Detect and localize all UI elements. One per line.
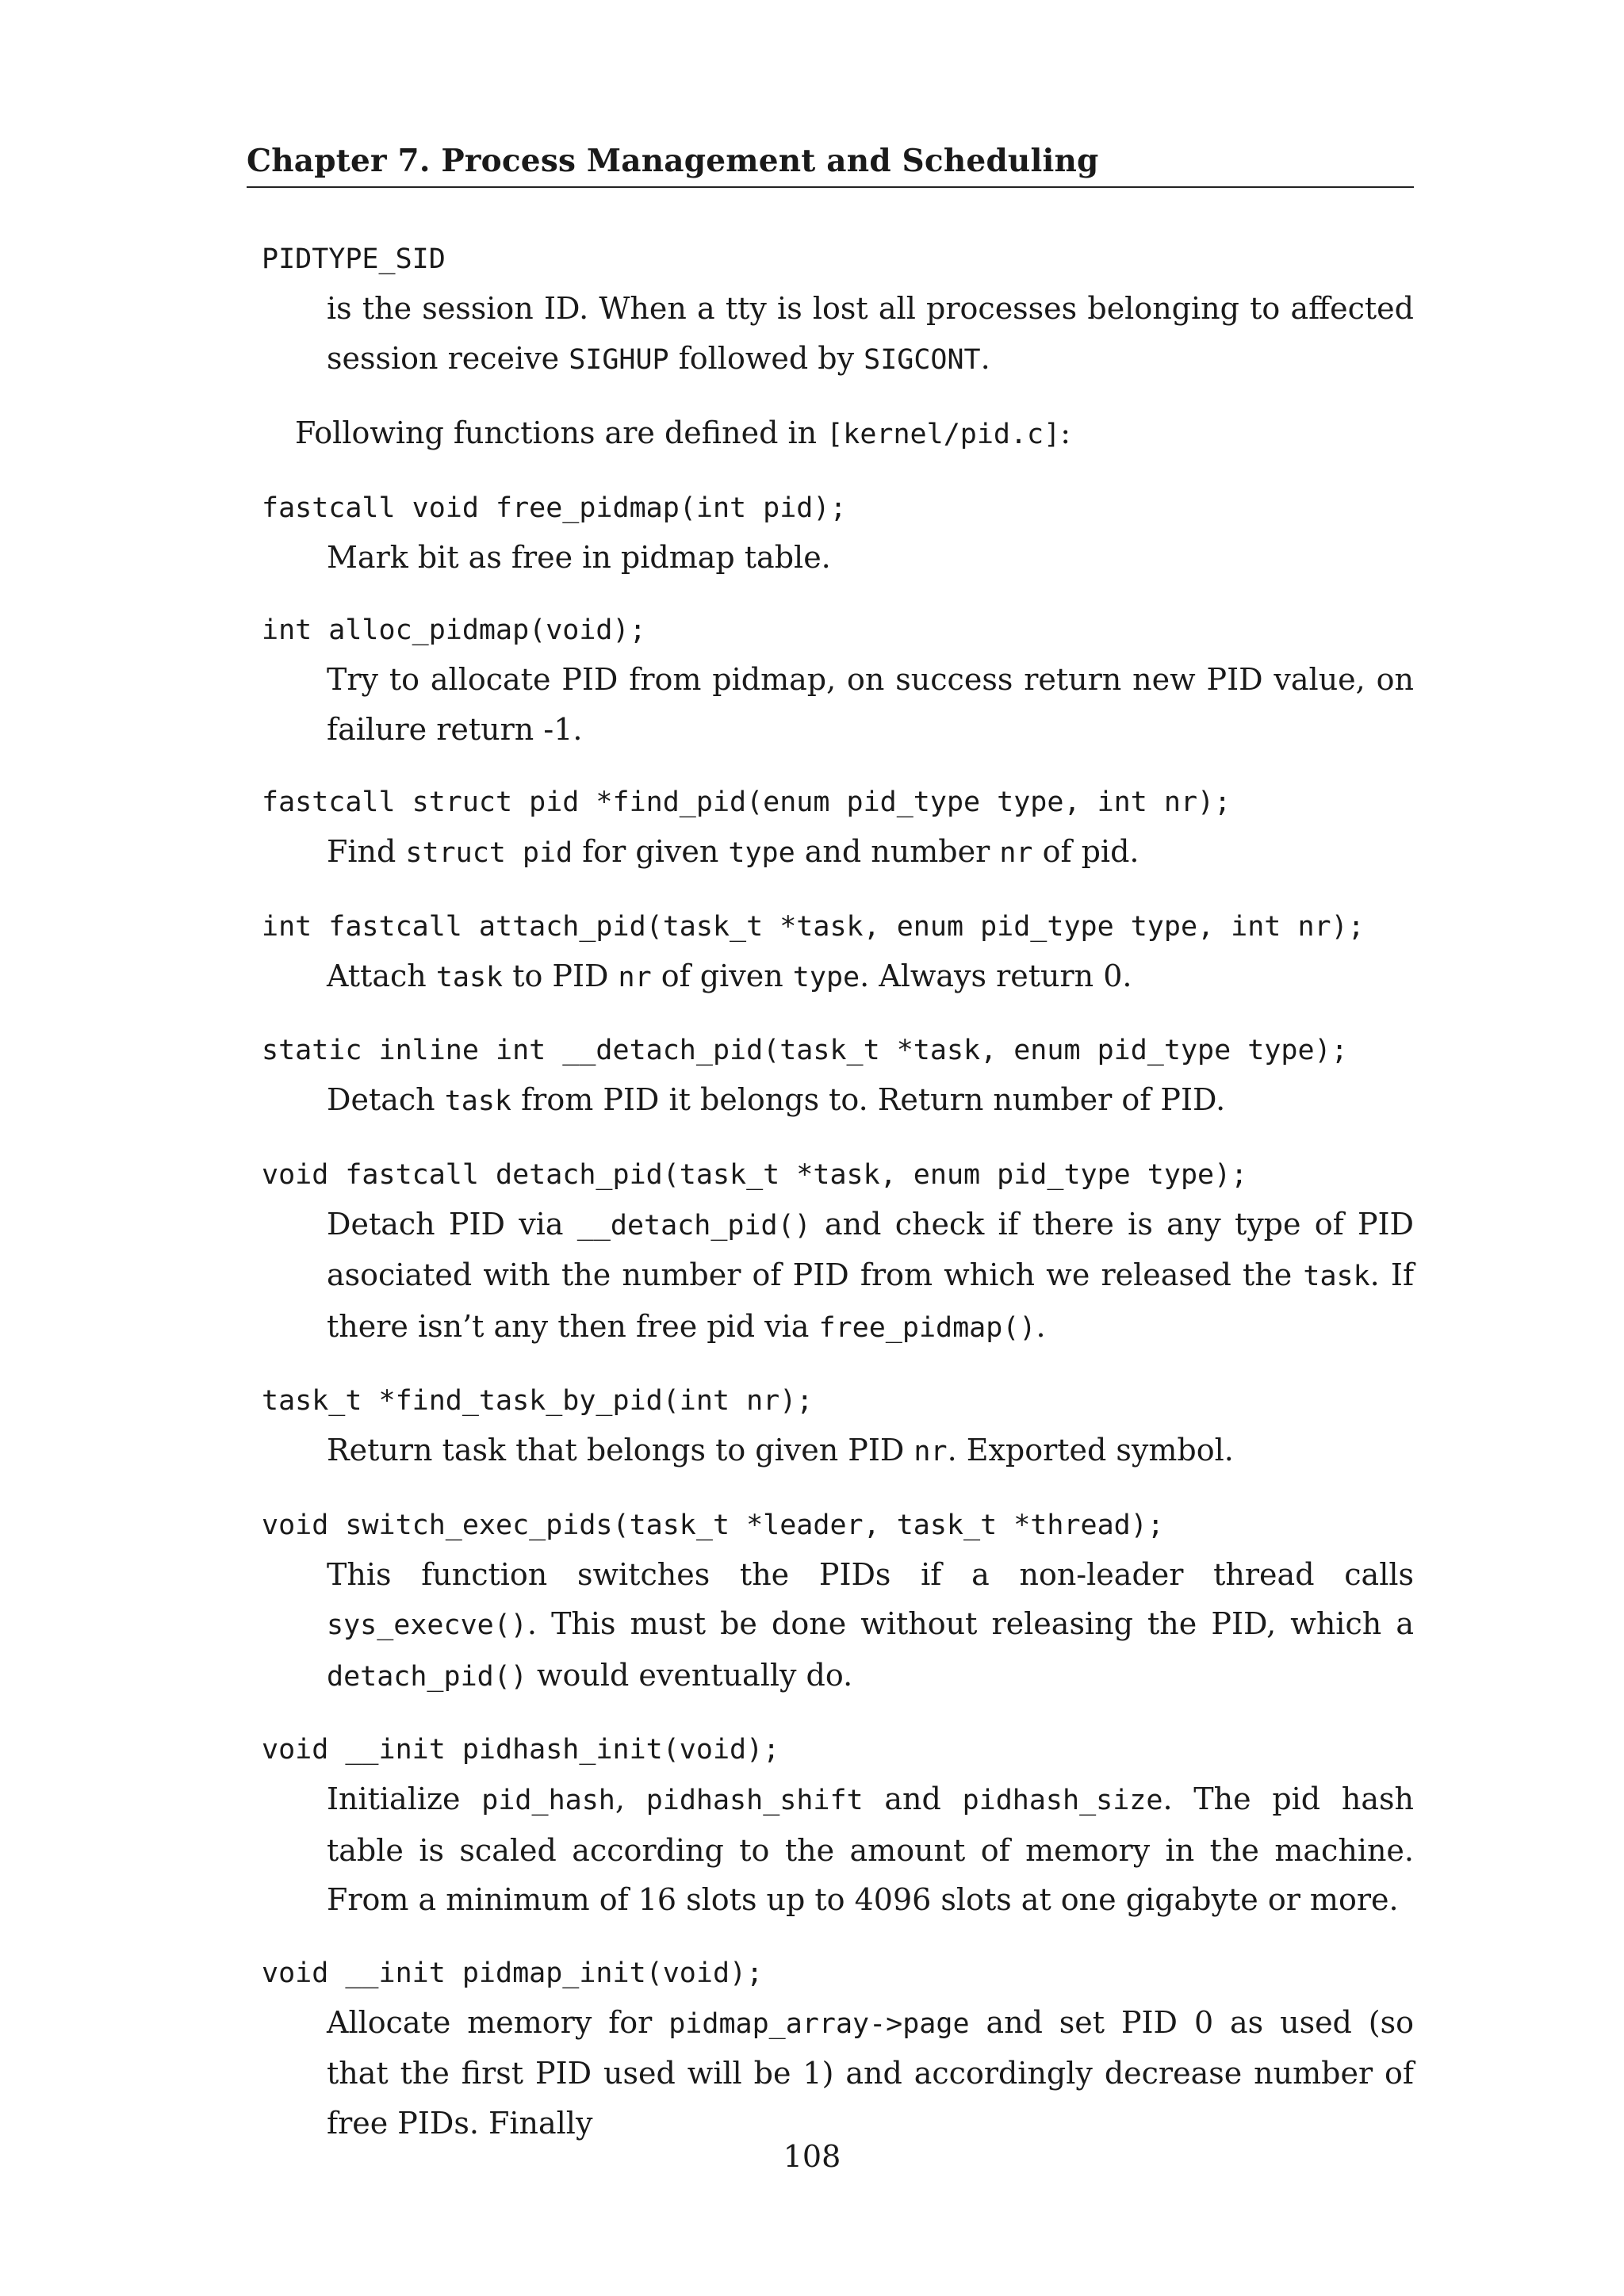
description-text: Detach PID via [327,1206,577,1242]
code-text: SIGCONT [864,343,981,376]
inline-code: sys_execve() [327,1609,527,1641]
description-text: of given [651,958,793,993]
description-text: This function switches the PIDs if a non-leader thread calls [327,1556,1414,1592]
function-entry [262,1725,1414,1925]
description-text: from PID it belongs to. Return number of PID. [511,1082,1226,1117]
description-text: for given [573,834,729,869]
definition-description [327,284,1414,385]
inline-code: nr [999,837,1033,869]
function-description [327,1200,1414,1353]
function-signature: void switch_exec_pids(task_t *leader, task_t *thread); [262,1509,1164,1541]
desc-text: followed by [668,340,864,376]
description-text: Detach [327,1082,445,1117]
inline-code: detach_pid() [327,1660,527,1693]
function-entry [262,902,1414,1003]
function-signature: fastcall void free_pidmap(int pid); [262,492,847,524]
function-description [327,827,1414,878]
function-entry [262,606,1414,754]
inline-code: pid_hash [481,1785,615,1816]
inline-code: pidmap_array->page [668,2007,970,2040]
desc-text: is the session ID. When a tty is lost all processes belonging to affected session receive [327,291,1414,376]
description-text: . This must be done without releasing the PID, which a [527,1606,1414,1641]
function-description [327,951,1414,1003]
description-text: Attach [327,958,436,993]
description-text: Find [327,834,406,869]
description-text: and check if there is any type of PID asociated with the number of PID from which we released the [327,1206,1414,1292]
function-signature: fastcall struct pid *find_pid(enum pid_type type, int nr); [262,786,1231,818]
para-text: Following functions are defined in [295,415,827,450]
inline-code: task [1303,1261,1370,1292]
description-text: Mark bit as free in pidmap table. [327,539,831,575]
function-description [327,1075,1414,1127]
function-entry [262,1949,1414,2149]
inline-code: nr [618,961,652,993]
function-signature: void __init pidhash_init(void); [262,1734,780,1766]
description-text: . The pid hash table is scaled according to the amount of memory in the machine. From a minimum of 16 slots up to 4096 slots at one gigabyte or more. [327,1781,1414,1917]
para-text: : [1060,415,1071,450]
function-signature: task_t *find_task_by_pid(int nr); [262,1385,814,1417]
function-signature: void fastcall detach_pid(task_t *task, enum pid_type type); [262,1158,1248,1191]
page-number: 108 [783,2139,841,2174]
description-text: would eventually do. [527,1657,853,1693]
function-signature: int alloc_pidmap(void); [262,614,646,646]
description-text: to PID [503,958,619,993]
description-text: of pid. [1032,834,1139,869]
inline-code: pidhash_size [962,1785,1163,1816]
description-text: , [615,1781,646,1816]
inline-code: nr [914,1436,948,1468]
description-text: . Exported symbol. [947,1433,1234,1468]
code-text: SIGHUP [569,343,669,376]
description-text: Allocate memory for [327,2004,669,2040]
description-text: Return task that belongs to given PID [327,1433,914,1468]
function-signature: int fastcall attach_pid(task_t *task, enum pid_type type, int nr); [262,910,1365,943]
function-description [327,533,1414,583]
definition-term: PIDTYPE_SID [262,243,446,275]
description-text: and number [795,834,1000,869]
function-description [327,1774,1414,1925]
file-path: [kernel/pid.c] [826,419,1061,450]
function-description [327,1550,1414,1702]
inline-code: struct pid [405,837,573,869]
desc-text: . [980,340,990,376]
description-text: and [863,1781,963,1816]
inline-code: pidhash_shift [645,1785,864,1816]
description-text: . [1036,1308,1046,1344]
description-text: . Always return 0. [860,958,1132,993]
function-entry [262,1376,1414,1477]
function-description [327,1425,1414,1477]
inline-code: task [444,1085,512,1117]
function-signature: void __init pidmap_init(void); [262,1957,764,1989]
inline-code: __detach_pid() [576,1209,811,1242]
description-text: and set PID 0 as used (so that the first PID used will be 1) and accordingly decrease number of free PIDs. Finally [327,2004,1414,2141]
function-signature: static inline int __detach_pid(task_t *task, enum pid_type type); [262,1035,1348,1066]
description-text: . If there isn’t any then free pid via [327,1257,1415,1344]
header-rule [247,186,1414,188]
function-entry [262,484,1414,583]
inline-code: task [435,961,504,993]
function-entry [262,778,1414,878]
function-entry [262,1150,1414,1353]
running-header: Chapter 7. Process Management and Scheduling [247,143,1099,179]
functions-intro-paragraph [295,408,1414,460]
function-entry [262,1026,1414,1127]
page-body [262,235,1414,2172]
description-text: Try to allocate PID from pidmap, on success return new PID value, on failure return -1. [327,662,1414,747]
definition-entry-pidtype-sid [262,235,1414,385]
function-description [327,655,1414,754]
description-text: Initialize [327,1781,482,1816]
inline-code: type [728,837,795,869]
inline-code: free_pidmap() [818,1311,1036,1344]
function-entry [262,1501,1414,1702]
inline-code: type [792,961,860,993]
function-description [327,1998,1414,2149]
function-list [262,484,1414,2149]
